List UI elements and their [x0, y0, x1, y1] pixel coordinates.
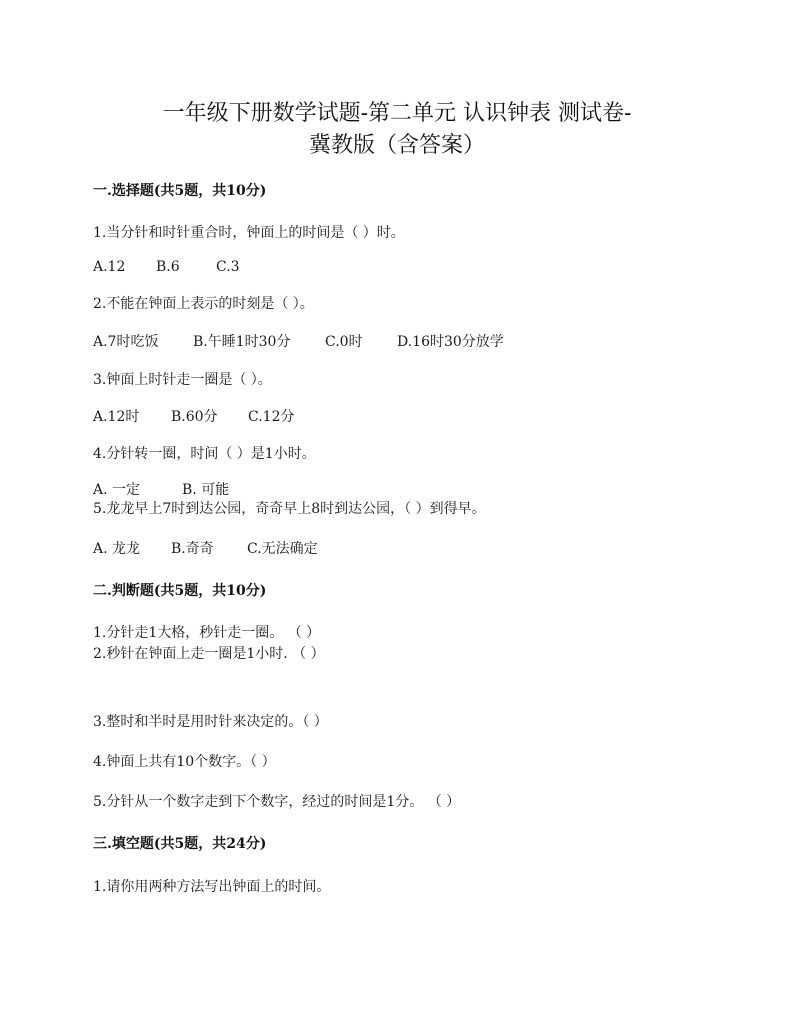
- choice-question-3: 3.钟面上时针走一圈是（ ）。: [93, 372, 272, 388]
- choice-question-1: 1.当分针和时针重合时，钟面上的时间是（ ）时。: [93, 225, 405, 241]
- section-heading-fill-in: 三.填空题(共5题，共24分): [93, 836, 267, 852]
- option: D.16时30分放学: [397, 334, 504, 350]
- choice-question-1-options: [93, 259, 240, 275]
- option: B.60分: [171, 409, 218, 425]
- option: B.6: [156, 259, 180, 275]
- true-false-question-4: 4.钟面上共有10个数字。（ ）: [93, 754, 276, 770]
- true-false-question-3: 3.整时和半时是用时针来决定的。（ ）: [93, 714, 328, 730]
- fill-in-question-1: 1.请你用两种方法写出钟面上的时间。: [93, 879, 331, 895]
- exam-title-line-2: 冀教版（含答案）: [308, 133, 485, 158]
- option: A. 龙龙: [93, 541, 141, 557]
- option: B.午睡1时30分: [193, 334, 291, 350]
- option: C.12分: [248, 409, 295, 425]
- section-heading-true-false: 二.判断题(共5题，共10分): [93, 583, 267, 599]
- choice-question-4: 4.分针转一圈，时间（ ）是1小时。: [93, 446, 316, 462]
- option: A.7时吃饭: [93, 334, 159, 350]
- option: C.3: [216, 259, 240, 275]
- choice-question-4-options: [93, 479, 229, 499]
- true-false-question-2: 2.秒针在钟面上走一圈是1小时. （ ）: [93, 646, 325, 662]
- option: B.奇奇: [171, 541, 214, 557]
- choice-question-5: 5.龙龙早上7时到达公园，奇奇早上8时到达公园，（ ）到得早。: [93, 501, 486, 517]
- option: A. 一定: [93, 482, 141, 498]
- option: A.12时: [93, 409, 140, 425]
- true-false-question-1: 1.分针走1大格，秒针走一圈。 （ ）: [93, 625, 321, 641]
- option: C.无法确定: [247, 541, 318, 557]
- choice-question-2: 2.不能在钟面上表示的时刻是（ ）。: [93, 296, 314, 312]
- option: C.0时: [325, 334, 363, 350]
- choice-question-2-options: [93, 331, 504, 351]
- section-heading-choice: 一.选择题(共5题，共10分): [93, 183, 267, 199]
- option: B. 可能: [182, 482, 230, 498]
- choice-question-5-options: [93, 538, 318, 558]
- choice-question-3-options: [93, 406, 294, 426]
- true-false-question-5: 5.分针从一个数字走到下个数字，经过的时间是1分。 （ ）: [93, 794, 461, 810]
- exam-title-line-1: 一年级下册数学试题-第二单元 认识钟表 测试卷-: [162, 101, 632, 126]
- option: A.12: [93, 259, 126, 275]
